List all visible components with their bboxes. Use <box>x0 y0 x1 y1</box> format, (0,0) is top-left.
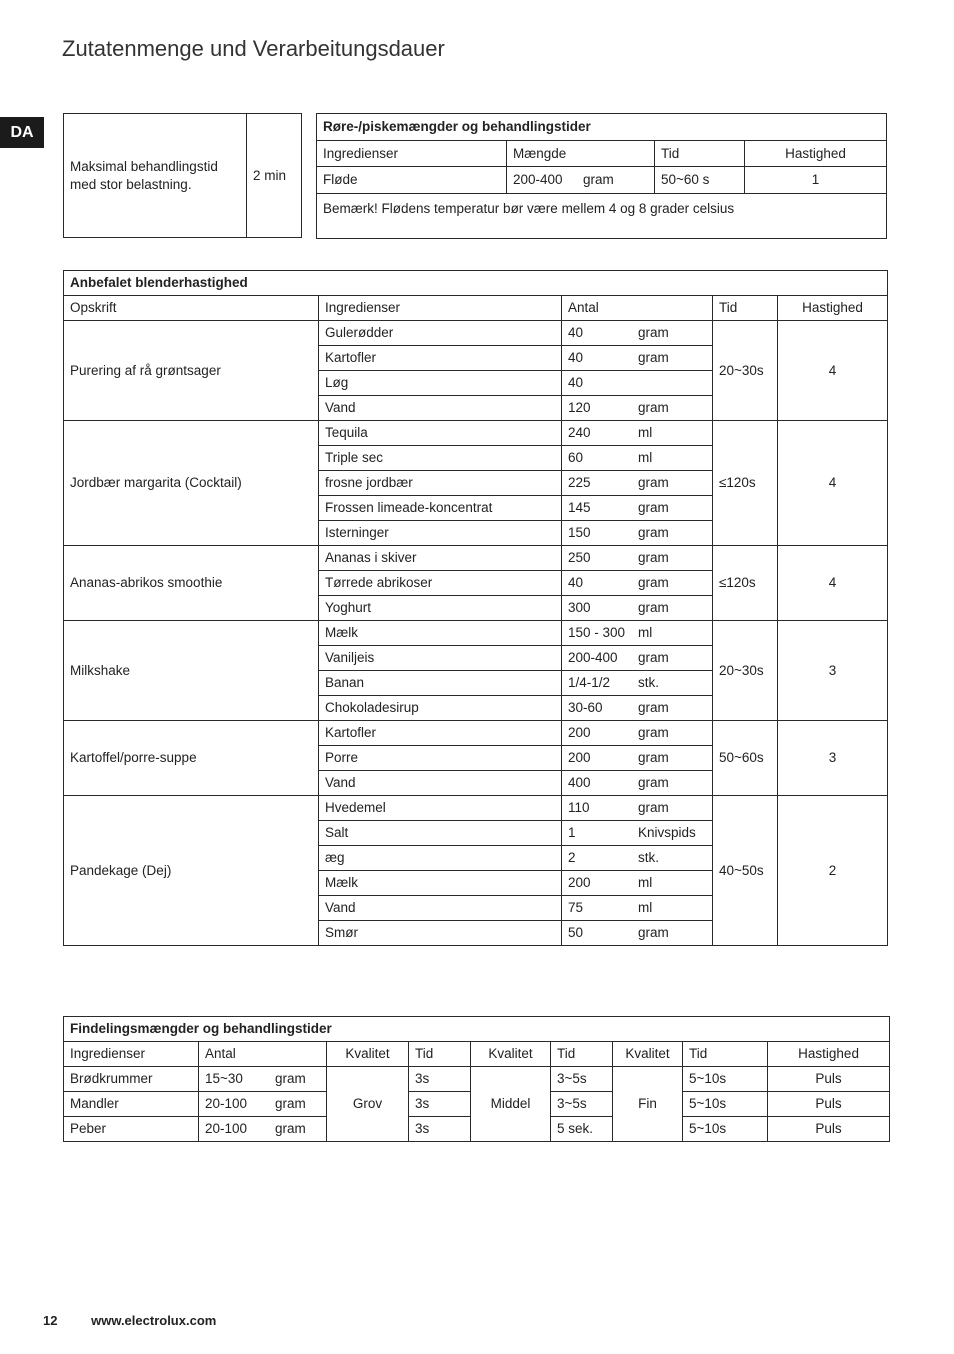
amount-unit: gram <box>638 925 669 940</box>
whip-title: Røre-/piskemængder og behandlingstider <box>317 114 887 141</box>
blend-row <box>64 421 888 446</box>
ingredient-amount <box>562 571 713 596</box>
chop-amount-value: 15~30 <box>205 1071 243 1086</box>
whip-header-speed: Hastighed <box>745 141 887 167</box>
chop-header: Ingredienser <box>64 1042 199 1067</box>
page-number: 12 <box>43 1313 58 1328</box>
amount-value: 250 <box>568 550 591 565</box>
amount-value: 75 <box>568 900 584 915</box>
chop-row <box>64 1067 890 1092</box>
ingredient-name: Frossen limeade-koncentrat <box>319 496 562 521</box>
whip-note: Bemærk! Flødens temperatur bør være mellem 4 og 8 grader celsius <box>317 193 887 238</box>
ingredient-amount <box>562 371 713 396</box>
ingredient-name: Kartofler <box>319 346 562 371</box>
ingredient-amount <box>562 646 713 671</box>
ingredient-amount <box>562 546 713 571</box>
amount-unit: gram <box>638 650 669 665</box>
chop-ingredient: Peber <box>64 1117 199 1142</box>
chop-amount <box>199 1067 327 1092</box>
blend-header-amount: Antal <box>562 296 713 321</box>
chop-title: Findelingsmængder og behandlingstider <box>64 1017 890 1042</box>
blend-header-recipe: Opskrift <box>64 296 319 321</box>
blend-header-speed: Hastighed <box>778 296 888 321</box>
chop-header: Antal <box>199 1042 327 1067</box>
amount-value: 400 <box>568 775 591 790</box>
recipe-time: 20~30s <box>713 321 778 421</box>
amount-unit: ml <box>638 875 653 890</box>
ingredient-amount <box>562 346 713 371</box>
chop-header: Hastighed <box>768 1042 890 1067</box>
chop-header: Tid <box>409 1042 471 1067</box>
ingredient-amount <box>562 596 713 621</box>
ingredient-amount <box>562 671 713 696</box>
ingredient-name: Porre <box>319 746 562 771</box>
blend-row <box>64 721 888 746</box>
ingredient-name: Yoghurt <box>319 596 562 621</box>
amount-unit: gram <box>638 600 669 615</box>
amount-unit: gram <box>638 800 669 815</box>
amount-value: 1 <box>568 825 576 840</box>
amount-value: 150 <box>568 525 591 540</box>
recipe-speed: 4 <box>778 421 888 546</box>
quality-fine: Fin <box>613 1067 683 1142</box>
ingredient-name: Vand <box>319 396 562 421</box>
ingredient-amount <box>562 796 713 821</box>
amount-unit: stk. <box>638 850 660 865</box>
recipe-name: Purering af rå grøntsager <box>64 321 319 421</box>
footer <box>43 1313 216 1328</box>
amount-value: 40 <box>568 350 584 365</box>
blend-row <box>64 796 888 821</box>
ingredient-amount <box>562 471 713 496</box>
amount-value: 40 <box>568 575 584 590</box>
chop-speed: Puls <box>768 1117 890 1142</box>
chop-amount-unit: gram <box>275 1071 306 1086</box>
recipe-speed: 4 <box>778 546 888 621</box>
chop-time-medium: 3~5s <box>551 1092 613 1117</box>
recipe-name: Jordbær margarita (Cocktail) <box>64 421 319 546</box>
recipe-time: ≤120s <box>713 421 778 546</box>
blend-header-time: Tid <box>713 296 778 321</box>
chop-time-fine: 5~10s <box>683 1117 768 1142</box>
website-link[interactable]: www.electrolux.com <box>91 1313 217 1328</box>
chop-amount-value: 20-100 <box>205 1121 248 1136</box>
ingredient-amount <box>562 446 713 471</box>
ingredient-name: Kartofler <box>319 721 562 746</box>
amount-value: 120 <box>568 400 591 415</box>
chop-speed: Puls <box>768 1092 890 1117</box>
amount-value: 1/4-1/2 <box>568 675 611 690</box>
whip-header-amount: Mængde <box>507 141 655 167</box>
amount-unit: gram <box>638 550 669 565</box>
amount-value: 50 <box>568 925 584 940</box>
ingredient-name: Vand <box>319 771 562 796</box>
ingredient-amount <box>562 621 713 646</box>
ingredient-amount <box>562 771 713 796</box>
amount-value: 2 <box>568 850 576 865</box>
amount-unit: gram <box>638 775 669 790</box>
amount-unit: gram <box>638 525 669 540</box>
chop-header: Tid <box>551 1042 613 1067</box>
amount-unit: ml <box>638 625 653 640</box>
chop-amount-unit: gram <box>275 1096 306 1111</box>
whip-header-time: Tid <box>655 141 745 167</box>
amount-value: 110 <box>568 800 590 815</box>
recipe-time: 50~60s <box>713 721 778 796</box>
ingredient-amount <box>562 896 713 921</box>
quality-coarse: Grov <box>327 1067 409 1142</box>
amount-value: 145 <box>568 500 591 515</box>
blend-row <box>64 321 888 346</box>
recipe-name: Kartoffel/porre-suppe <box>64 721 319 796</box>
ingredient-amount <box>562 921 713 946</box>
amount-unit: gram <box>638 750 669 765</box>
language-tab: DA <box>0 117 44 148</box>
amount-unit: gram <box>638 575 669 590</box>
ingredient-name: Vaniljeis <box>319 646 562 671</box>
chop-time-coarse: 3s <box>409 1067 471 1092</box>
amount-value: 200-400 <box>568 650 618 665</box>
ingredient-amount <box>562 396 713 421</box>
recipe-time: ≤120s <box>713 546 778 621</box>
amount-value: 225 <box>568 475 591 490</box>
whip-table <box>316 113 887 239</box>
ingredient-amount <box>562 846 713 871</box>
amount-value: 150 - 300 <box>568 625 626 640</box>
blend-header-ingredients: Ingredienser <box>319 296 562 321</box>
max-time-value: 2 min <box>247 114 302 238</box>
ingredient-amount <box>562 521 713 546</box>
amount-unit: Knivspids <box>638 825 696 840</box>
ingredient-name: Gulerødder <box>319 321 562 346</box>
chop-time-coarse: 3s <box>409 1092 471 1117</box>
amount-unit: gram <box>638 325 669 340</box>
recipe-time: 40~50s <box>713 796 778 946</box>
ingredient-amount <box>562 871 713 896</box>
chop-speed: Puls <box>768 1067 890 1092</box>
whip-amount <box>507 167 655 193</box>
whip-time: 50~60 s <box>655 167 745 193</box>
amount-unit: stk. <box>638 675 660 690</box>
whip-header-ingredients: Ingredienser <box>317 141 507 167</box>
quality-medium: Middel <box>471 1067 551 1142</box>
ingredient-name: Tequila <box>319 421 562 446</box>
ingredient-name: Mælk <box>319 871 562 896</box>
amount-value: 200 <box>568 875 591 890</box>
ingredient-name: Vand <box>319 896 562 921</box>
amount-value: 200 <box>568 725 591 740</box>
chop-time-medium: 3~5s <box>551 1067 613 1092</box>
max-time-table <box>63 113 302 238</box>
chop-amount <box>199 1092 327 1117</box>
amount-unit: gram <box>638 475 669 490</box>
amount-value: 60 <box>568 450 584 465</box>
amount-unit: gram <box>638 725 669 740</box>
ingredient-name: frosne jordbær <box>319 471 562 496</box>
ingredient-name: Chokoladesirup <box>319 696 562 721</box>
whip-speed: 1 <box>745 167 887 193</box>
amount-value: 240 <box>568 425 591 440</box>
chop-amount <box>199 1117 327 1142</box>
ingredient-amount <box>562 696 713 721</box>
chop-header: Kvalitet <box>613 1042 683 1067</box>
chopping-table <box>63 1016 890 1142</box>
ingredient-name: Mælk <box>319 621 562 646</box>
recipe-name: Pandekage (Dej) <box>64 796 319 946</box>
recipe-speed: 3 <box>778 621 888 721</box>
ingredient-name: Isterninger <box>319 521 562 546</box>
ingredient-name: Triple sec <box>319 446 562 471</box>
chop-time-medium: 5 sek. <box>551 1117 613 1142</box>
amount-unit: gram <box>638 500 669 515</box>
chop-time-coarse: 3s <box>409 1117 471 1142</box>
blend-title: Anbefalet blenderhastighed <box>64 271 888 296</box>
whip-ingredient: Fløde <box>317 167 507 193</box>
amount-unit: ml <box>638 900 653 915</box>
page-title: Zutatenmenge und Verarbeitungsdauer <box>62 36 445 61</box>
chop-amount-value: 20-100 <box>205 1096 248 1111</box>
chop-ingredient: Mandler <box>64 1092 199 1117</box>
amount-value: 40 <box>568 375 584 390</box>
recipe-speed: 2 <box>778 796 888 946</box>
whip-amount-unit: gram <box>583 172 614 187</box>
ingredient-name: Banan <box>319 671 562 696</box>
max-time-label: Maksimal behandlingstid med stor belastning. <box>64 114 247 238</box>
chop-amount-unit: gram <box>275 1121 306 1136</box>
amount-unit: ml <box>638 450 653 465</box>
ingredient-name: Salt <box>319 821 562 846</box>
chop-time-fine: 5~10s <box>683 1092 768 1117</box>
ingredient-name: Smør <box>319 921 562 946</box>
recipe-speed: 4 <box>778 321 888 421</box>
ingredient-name: æg <box>319 846 562 871</box>
chop-header: Kvalitet <box>327 1042 409 1067</box>
blend-row <box>64 621 888 646</box>
amount-unit: gram <box>638 350 669 365</box>
ingredient-amount <box>562 746 713 771</box>
ingredient-amount <box>562 321 713 346</box>
ingredient-name: Ananas i skiver <box>319 546 562 571</box>
ingredient-amount <box>562 721 713 746</box>
recipe-name: Ananas-abrikos smoothie <box>64 546 319 621</box>
ingredient-amount <box>562 421 713 446</box>
amount-value: 200 <box>568 750 591 765</box>
ingredient-name: Hvedemel <box>319 796 562 821</box>
recipe-name: Milkshake <box>64 621 319 721</box>
recipe-time: 20~30s <box>713 621 778 721</box>
ingredient-name: Tørrede abrikoser <box>319 571 562 596</box>
chop-header: Tid <box>683 1042 768 1067</box>
amount-value: 300 <box>568 600 591 615</box>
recipe-speed: 3 <box>778 721 888 796</box>
chop-header: Kvalitet <box>471 1042 551 1067</box>
ingredient-amount <box>562 496 713 521</box>
amount-unit: gram <box>638 700 669 715</box>
blender-speed-table <box>63 270 888 946</box>
amount-value: 30-60 <box>568 700 603 715</box>
amount-unit: ml <box>638 425 653 440</box>
chop-time-fine: 5~10s <box>683 1067 768 1092</box>
chop-ingredient: Brødkrummer <box>64 1067 199 1092</box>
ingredient-amount <box>562 821 713 846</box>
ingredient-name: Løg <box>319 371 562 396</box>
whip-amount-value: 200-400 <box>513 172 563 187</box>
blend-row <box>64 546 888 571</box>
amount-value: 40 <box>568 325 584 340</box>
amount-unit: gram <box>638 400 669 415</box>
